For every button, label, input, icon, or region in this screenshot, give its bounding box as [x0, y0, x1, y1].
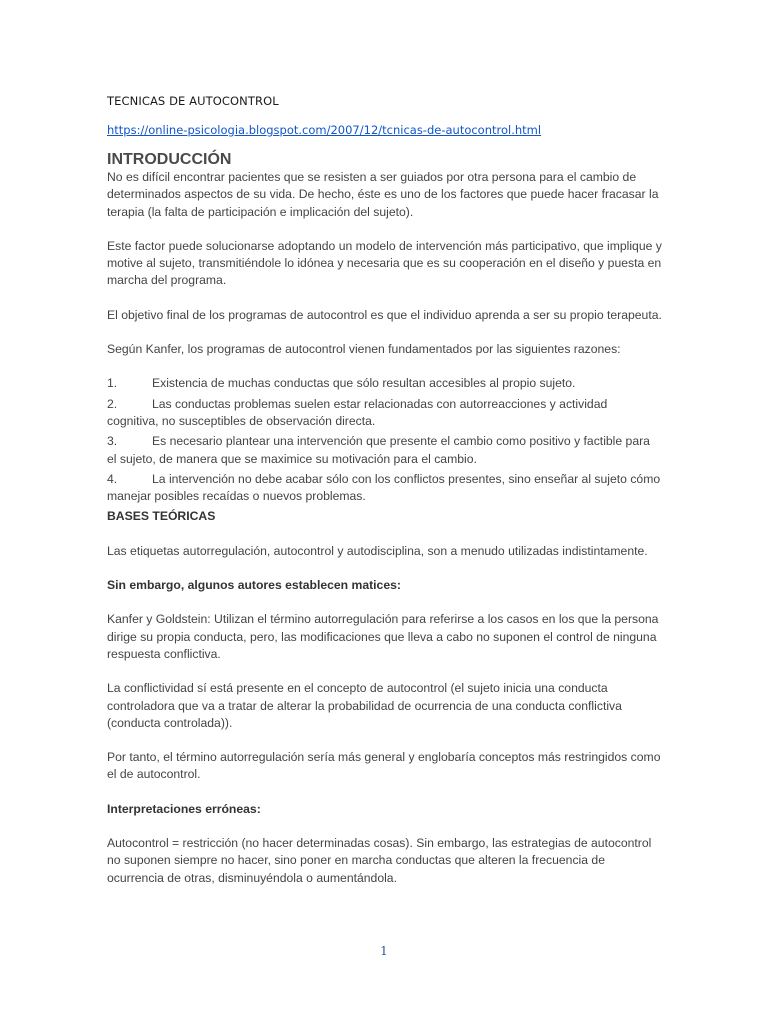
list-number: 2.: [107, 396, 118, 411]
intro-paragraph: El objetivo final de los programas de autocontrol es que el individuo aprenda a ser su propio terapeuta.: [107, 307, 662, 322]
list-text: La intervención no debe acabar sólo con los conflictos presentes, sino enseñar al sujeto cómo manejar posibles recaídas o nuevos problemas.: [107, 471, 661, 504]
intro-paragraph: No es difícil encontrar pacientes que se resisten a ser guiados por otra persona para el cambio de determinados aspectos de su vida. De hecho, éste es uno de los factores que puede hacer fracasar la terapia (la falta de participación e implicación del sujeto).: [107, 170, 659, 219]
list-text: Existencia de muchas conductas que sólo resultan accesibles al propio sujeto.: [152, 376, 576, 391]
document-page: [107, 92, 662, 904]
bases-paragraph: Por tanto, el término autorregulación sería más general y englobaría conceptos más restringidos como el de autocontrol.: [107, 750, 661, 782]
list-item: [107, 471, 662, 506]
list-number: 1.: [107, 376, 118, 391]
list-number: 4.: [107, 471, 118, 486]
bases-paragraph: Las etiquetas autorregulación, autocontrol y autodisciplina, son a menudo utilizadas indistintamente.: [107, 543, 648, 558]
source-link[interactable]: https://online-psicologia.blogspot.com/2007/12/tcnicas-de-autocontrol.html: [107, 123, 542, 137]
intro-paragraph: Según Kanfer, los programas de autocontrol vienen fundamentados por las siguientes razones:: [107, 342, 621, 357]
list-text: Es necesario plantear una intervención que presente el cambio como positivo y factible para el sujeto, de manera que se maximice su motivación para el cambio.: [107, 434, 650, 466]
intro-heading: INTRODUCCIÓN: [107, 151, 232, 168]
errores-paragraph: Autocontrol = restricción (no hacer determinadas cosas). Sin embargo, las estrategias de autocontrol no suponen siempre no hacer, sino poner en marcha conductas que alteren la frecuencia de ocurrencia de otras, disminuyéndola o aumentándola.: [107, 836, 652, 885]
reasons-list: [107, 375, 662, 505]
errores-heading: Interpretaciones erróneas:: [107, 801, 261, 816]
matices-heading: Sin embargo, algunos autores establecen matices:: [107, 578, 401, 593]
list-text: Las conductas problemas suelen estar relacionadas con autorreacciones y actividad cognitiva, no susceptibles de observación directa.: [107, 396, 608, 428]
list-item: [107, 396, 662, 431]
intro-paragraph: Este factor puede solucionarse adoptando un modelo de intervención más participativo, que implique y motive al sujeto, transmitiéndole lo idónea y necesaria que es su cooperación en el diseño y puesta en marcha del programa.: [107, 238, 662, 288]
document-title: TECNICAS DE AUTOCONTROL: [107, 94, 279, 108]
bases-paragraph: Kanfer y Goldstein: Utilizan el término autorregulación para referirse a los casos en los que la persona dirige su propia conducta, pero, las modificaciones que lleva a cabo no suponen el control de ninguna respuesta conflictiva.: [107, 612, 659, 661]
bases-heading: BASES TEÓRICAS: [107, 509, 216, 524]
list-item: [107, 375, 662, 392]
list-number: 3.: [107, 434, 118, 449]
list-item: [107, 433, 662, 468]
page-number: 1: [380, 944, 388, 958]
bases-paragraph: La conflictividad sí está presente en el concepto de autocontrol (el sujeto inicia una conducta controladora que va a tratar de alterar la probabilidad de ocurrencia de una conducta conflictiva (conducta controlada)).: [107, 681, 622, 730]
